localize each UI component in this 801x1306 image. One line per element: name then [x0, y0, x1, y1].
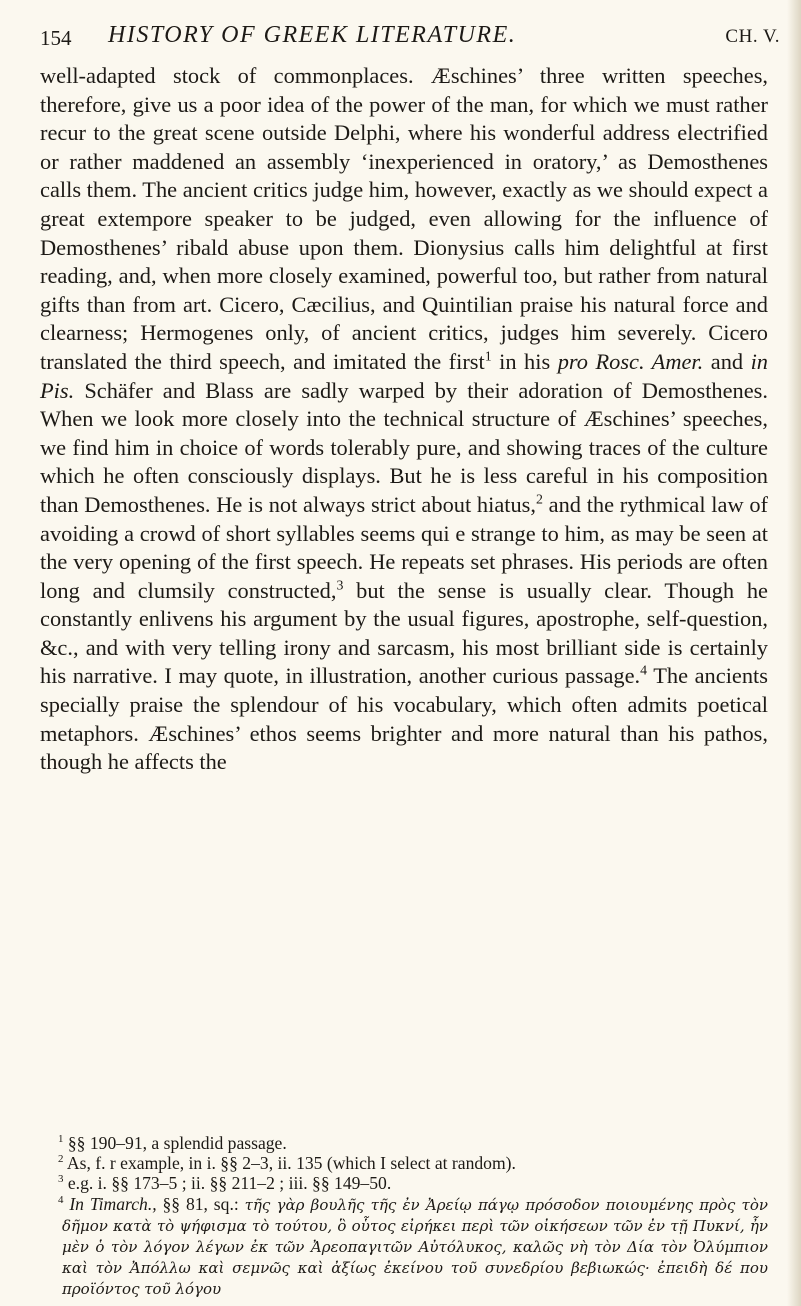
footnote-work-title: In Timarch., — [69, 1193, 157, 1214]
text-run: in his — [491, 348, 558, 374]
work-title-pro-rosc: pro Rosc. Amer. — [557, 348, 704, 374]
footnote-text: As, f. r example, in i. §§ 2–3, ii. 135 (which I select at random). — [66, 1153, 516, 1174]
footnote-1 — [40, 1133, 768, 1153]
chapter-label: CH. V. — [725, 26, 780, 47]
footnote-text: e.g. i. §§ 173–5 ; ii. §§ 211–2 ; iii. §§ 149–50. — [67, 1173, 392, 1194]
text-run: The ancients specially praise the splendour of his vocabulary, which often admits poetical metaphors. Æschines’ ethos seems brighter and more natural than his pathos, though he affects the — [40, 663, 768, 775]
footnote-ref-1: 1 — [484, 349, 492, 365]
footnote-3 — [40, 1173, 768, 1193]
running-header — [40, 14, 780, 54]
footnote-marker: 1 — [58, 1133, 64, 1146]
text-run: well-adapted stock of commonplaces. Æschines’ three written speeches, therefore, give us a poor idea of the power of the man, for which we must rather recur to the great scene outside Delphi, where his wonderful address electrified or rather maddened an assembly ‘inexperienced in oratory,’ as Demosthenes calls them. The ancient critics judge him, however, exactly as we should expect a great extempore speaker to be judged, even allowing for the influence of Demosthenes’ ribald abuse upon them. Dionysius calls him delightful at first reading, and, when more closely examined, powerful too, but rather from natural gifts than from art. Cicero, Cæcilius, and Quintilian praise his natural force and clearness; Hermogenes only, of ancient critics, judges him severely. Cicero translated the third speech, and imitated the first — [40, 63, 768, 374]
running-title: HISTORY OF GREEK LITERATURE. — [108, 22, 517, 48]
text-run: and the rythmical law of avoiding a crowd of short syllables seems qui e strange to him, as may be seen at the very opening of the first speech. He repeats set phrases. His periods are often long and clumsily constructed, — [40, 491, 768, 603]
page-number: 154 — [40, 26, 72, 50]
footnote-4 — [40, 1194, 768, 1300]
footnote-ref-2: 2 — [535, 492, 543, 508]
footnote-marker: 3 — [58, 1173, 64, 1186]
main-text — [40, 62, 768, 777]
footnote-text: §§ 190–91, a splendid passage. — [67, 1133, 287, 1153]
work-title-in-pis: in Pis. — [40, 348, 768, 403]
footnote-reference: §§ 81, sq.: — [156, 1193, 245, 1214]
body-paragraph — [40, 62, 768, 777]
footnote-marker: 2 — [58, 1153, 64, 1166]
footnote-ref-4: 4 — [640, 664, 648, 679]
greek-quotation: τῆς γὰρ βουλῆς τῆς ἐν Ἀρείῳ πάγῳ πρόσοδον ποιουμένης πρὸς τὸν δῆμον κατὰ τὸ ψήφισμα τὸ τούτου, ὃ οὗτος εἰρήκει περὶ τῶν οἰκήσεων τῶν ἐν τῇ Πυκνί, ἦν μὲν ὁ τὸν λόγον λέγων ἐκ τῶν Ἀρεοπαγιτῶν Αὐτόλυκος, καλῶς νὴ τὸν Δία τὸν Ὀλύμπιον καὶ τὸν Ἀπόλλω καὶ σεμνῶς καὶ ἀξίως ἐκείνου τοῦ συνεδρίου βεβιωκώς· ἐπειδὴ δέ που προϊόντος τοῦ λόγου — [62, 1195, 768, 1299]
page-edge-shadow — [787, 0, 801, 1306]
text-run: Schäfer and Blass are sadly warped by their adoration of Demosthenes. When we look more closely into the technical structure of Æschines’ speeches, we find him in choice of words tolerably pure, and showing traces of the culture which he often consciously displays. But he is less careful in his composition than Demosthenes. He is not always strict about hiatus, — [40, 377, 768, 517]
footnote-2 — [40, 1153, 768, 1173]
footnote-marker: 4 — [58, 1193, 64, 1206]
text-run: but the sense is usually clear. Though he constantly enlivens his argument by the usual figures, apostrophe, self-question, &c., and with very telling irony and sarcasm, his most brilliant side is certainly his narrative. I may quote, in illustration, another curious passage. — [40, 577, 768, 689]
footnote-ref-3: 3 — [336, 578, 344, 594]
text-run: and — [703, 348, 751, 374]
footnotes — [40, 1133, 768, 1300]
